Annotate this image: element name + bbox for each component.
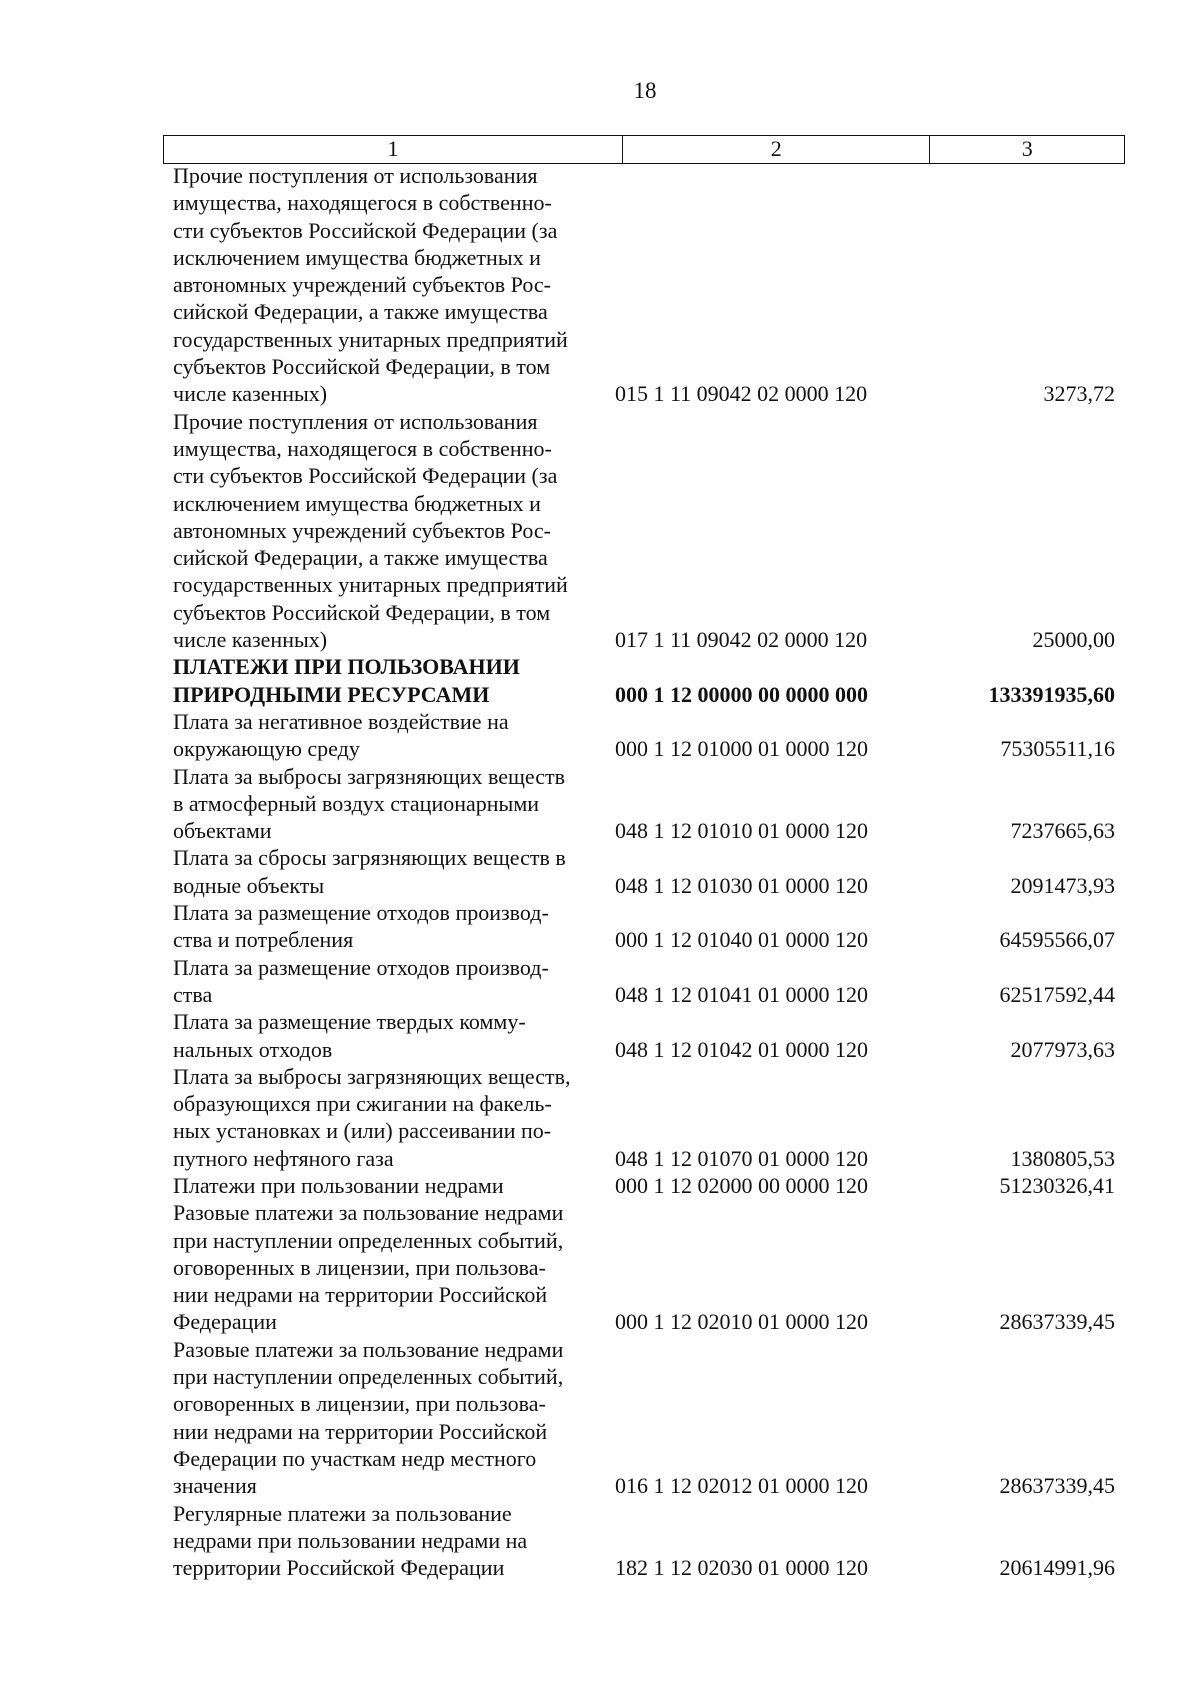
row-code: 048 1 12 01042 01 0000 120 (615, 1036, 868, 1062)
table-row (163, 408, 1125, 654)
row-name: ПЛАТЕЖИ ПРИ ПОЛЬЗОВАНИИ ПРИРОДНЫМИ РЕСУРСАМИ (173, 654, 520, 707)
row-code: 000 1 12 02000 00 0000 120 (615, 1172, 868, 1198)
row-code: 000 1 12 01000 01 0000 120 (615, 736, 868, 762)
column-header-2: 2 (623, 136, 930, 163)
table-row (163, 653, 1125, 708)
row-code: 000 1 12 02010 01 0000 120 (615, 1309, 868, 1335)
row-amount: 64595566,07 (999, 927, 1115, 953)
row-code: 000 1 12 01040 01 0000 120 (615, 927, 868, 953)
row-amount: 2077973,63 (1010, 1036, 1115, 1062)
row-code: 048 1 12 01030 01 0000 120 (615, 872, 868, 898)
row-name: Разовые платежи за пользование недрами при наступлении определенных событий, оговоренных в лицензии, при пользова- нии недрами на территории Российской Федерации (173, 1200, 564, 1335)
table-body (163, 162, 1125, 1581)
table-row (163, 1008, 1125, 1063)
row-code: 048 1 12 01070 01 0000 120 (615, 1145, 868, 1171)
row-name: Плата за размещение отходов производ- ства и потребления (173, 900, 549, 953)
table-row (163, 1063, 1125, 1172)
table-row (163, 844, 1125, 899)
row-amount: 75305511,16 (1000, 736, 1115, 762)
row-amount: 7237665,63 (1010, 818, 1115, 844)
row-name: Прочие поступления от использования имущества, находящегося в собственно- сти субъектов Российской Федерации (за исключением имущества бюджетных и автономных учреждений субъектов Рос- сийской Федерации, а также имущества государственных унитарных предприятий субъектов Российской Федерации, в том числе казенных) (173, 163, 568, 407)
row-amount: 133391935,60 (988, 681, 1115, 707)
table-row (163, 899, 1125, 954)
row-code: 048 1 12 01010 01 0000 120 (615, 818, 868, 844)
row-name: Плата за выбросы загрязняющих веществ в атмосферный воздух стационарными объектами (173, 763, 565, 844)
row-amount: 2091473,93 (1010, 872, 1115, 898)
row-amount: 1380805,53 (1010, 1145, 1115, 1171)
row-code: 017 1 11 09042 02 0000 120 (615, 627, 868, 653)
row-amount: 51230326,41 (999, 1172, 1115, 1198)
row-amount: 28637339,45 (999, 1309, 1115, 1335)
row-name: Плата за выбросы загрязняющих веществ, образующихся при сжигании на факель- ных установках и (или) рассеивании по- путного нефтяного газа (173, 1063, 571, 1171)
table-row (163, 1336, 1125, 1500)
table-row (163, 1199, 1125, 1335)
row-amount: 20614991,96 (999, 1555, 1115, 1581)
row-amount: 62517592,44 (999, 981, 1115, 1007)
row-name: Прочие поступления от использования имущества, находящегося в собственно- сти субъектов Российской Федерации (за исключением имущества бюджетных и автономных учреждений субъектов Рос- сийской Федерации, а также имущества государственных унитарных предприятий субъектов Российской Федерации, в том числе казенных) (173, 408, 568, 653)
row-name: Плата за размещение твердых комму- нальных отходов (173, 1009, 526, 1062)
table-header-row (163, 135, 1125, 164)
row-name: Регулярные платежи за пользование недрами при пользовании недрами на территории Российской Федерации (173, 1500, 528, 1581)
table-row (163, 708, 1125, 763)
table-row (163, 162, 1125, 408)
row-name: Плата за негативное воздействие на окружающую среду (173, 708, 509, 762)
row-amount: 3273,72 (1043, 381, 1115, 407)
budget-table (163, 135, 1125, 1581)
table-row (163, 1500, 1125, 1582)
row-code: 015 1 11 09042 02 0000 120 (615, 381, 868, 407)
table-row (163, 1172, 1125, 1199)
row-code: 048 1 12 01041 01 0000 120 (615, 981, 868, 1007)
table-row (163, 763, 1125, 845)
row-code: 000 1 12 00000 00 0000 000 (615, 681, 868, 707)
row-code: 016 1 12 02012 01 0000 120 (615, 1473, 868, 1499)
row-amount: 28637339,45 (999, 1473, 1115, 1499)
table-row (163, 954, 1125, 1009)
column-header-1: 1 (164, 136, 623, 163)
row-name: Плата за размещение отходов производ- ства (173, 954, 549, 1007)
row-name: Разовые платежи за пользование недрами при наступлении определенных событий, оговоренных в лицензии, при пользова- нии недрами на территории Российской Федерации по участкам недр местного значения (173, 1336, 564, 1499)
row-name: Плата за сбросы загрязняющих веществ в водные объекты (173, 845, 566, 898)
column-header-3: 3 (1021, 136, 1033, 161)
row-code: 182 1 12 02030 01 0000 120 (615, 1555, 868, 1581)
page-number: 18 (633, 78, 657, 103)
row-name: Платежи при пользовании недрами (173, 1172, 504, 1198)
row-amount: 25000,00 (1032, 627, 1115, 653)
